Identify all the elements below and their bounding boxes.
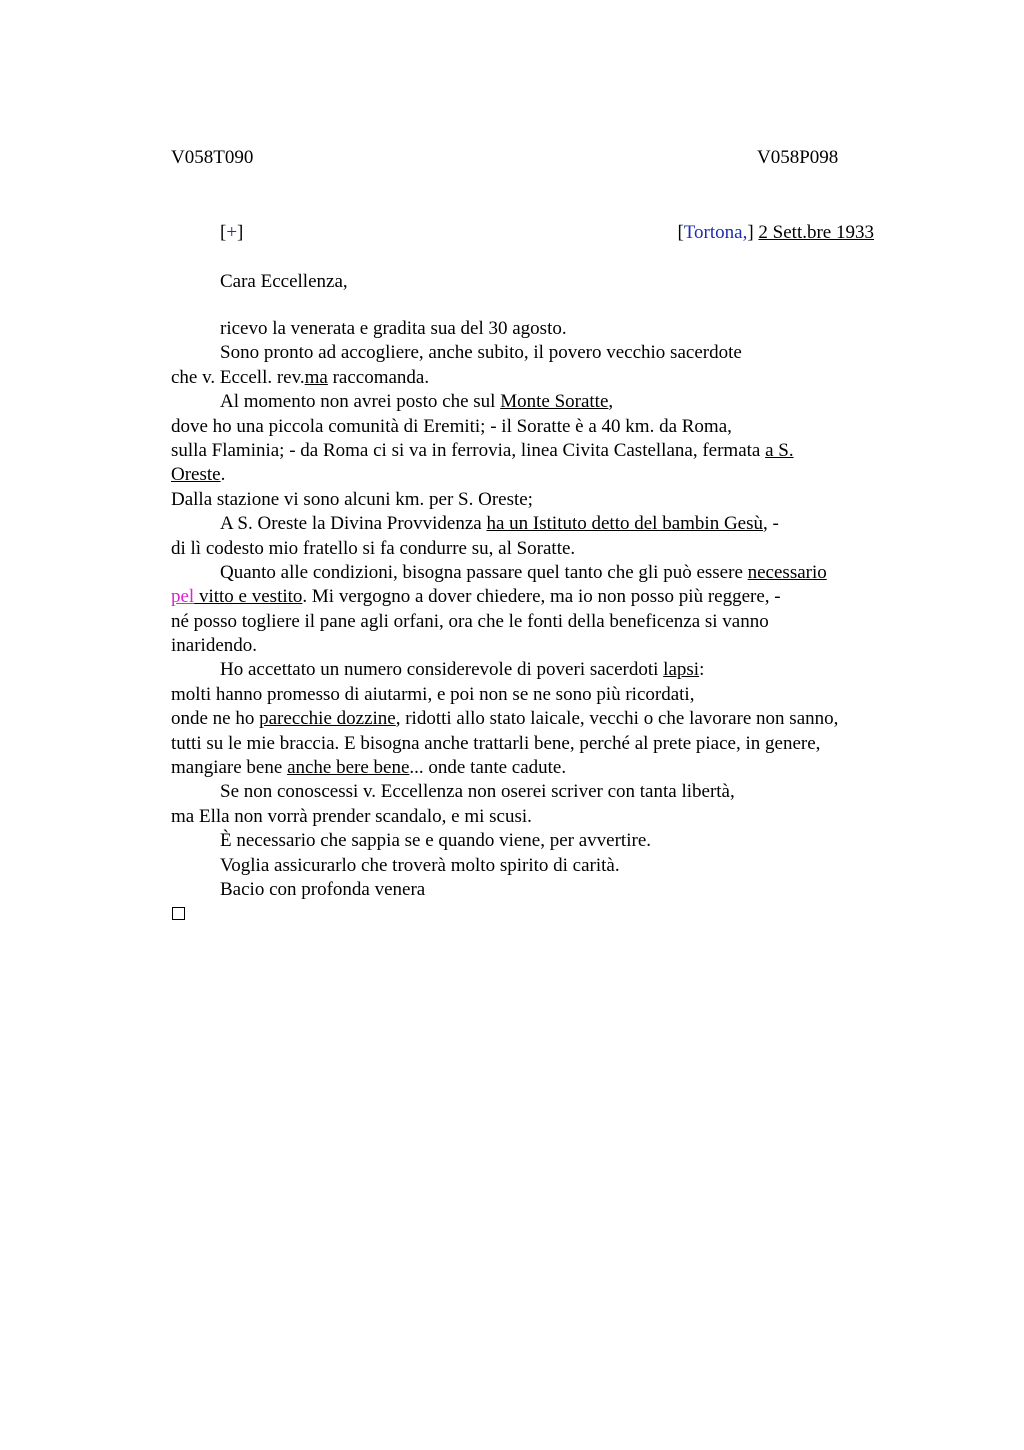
- body-line: [171, 341, 911, 365]
- body-line: [171, 756, 911, 780]
- mark-open-bracket: [: [220, 222, 227, 243]
- line-text: ricevo la venerata e gradita sua del 30 agosto.: [220, 318, 567, 339]
- line-text: ma Ella non vorrà prender scandalo, e mi scusi.: [171, 805, 532, 827]
- underlined-text: Oreste: [171, 464, 221, 486]
- underlined-text: anche bere bene: [287, 757, 410, 779]
- letter-body: [171, 317, 911, 902]
- line-text: né posso togliere il pane agli orfani, ora che le fonti della beneficenza si vanno: [171, 610, 769, 632]
- line-text: , ridotti allo stato laicale, vecchi o che lavorare non sanno,: [395, 708, 839, 730]
- line-text: Voglia assicurarlo che troverà molto spirito di carità.: [220, 854, 620, 876]
- underlined-text: parecchie dozzine: [259, 708, 396, 730]
- body-line: [171, 390, 911, 414]
- body-line: [171, 610, 911, 634]
- line-text: .: [220, 464, 226, 486]
- document-code-left: V058T090: [171, 147, 254, 168]
- line-text: , -: [763, 513, 779, 535]
- place-close-bracket: ]: [747, 222, 754, 243]
- line-text: Al momento non avrei posto che sul: [220, 391, 501, 413]
- line-text: . Mi vergogno a dover chiedere, ma io non posso più reggere, -: [302, 586, 781, 608]
- line-text: ,: [608, 391, 614, 413]
- body-line: [171, 488, 911, 512]
- body-line: [171, 439, 911, 463]
- body-line: [171, 707, 911, 731]
- underlined-text: ha un Istituto detto del bambin Gesù: [486, 513, 763, 535]
- body-line: [171, 683, 911, 707]
- body-line: [171, 366, 911, 390]
- line-text: Se non conoscessi v. Eccellenza non oserei scriver con tanta libertà,: [220, 781, 735, 803]
- editorial-mark: [220, 221, 243, 245]
- line-text: che v. Eccell. rev.: [171, 366, 305, 388]
- plus-mark: +: [226, 222, 238, 243]
- line-text: inaridendo.: [171, 635, 258, 657]
- body-line: [171, 829, 911, 853]
- line-text: onde ne ho: [171, 708, 260, 730]
- salutation: Cara Eccellenza,: [220, 271, 348, 292]
- body-line: [171, 634, 911, 658]
- line-text: raccomanda.: [327, 366, 430, 388]
- line-text: di lì codesto mio fratello si fa condurre su, al Soratte.: [171, 537, 576, 559]
- body-line: [171, 317, 911, 341]
- underlined-text: vitto e vestito: [194, 586, 303, 608]
- body-line: [171, 585, 911, 609]
- underlined-text: Monte Soratte: [500, 391, 609, 413]
- body-line: [171, 805, 911, 829]
- body-line: [171, 415, 911, 439]
- body-line: [171, 780, 911, 804]
- line-text: tutti su le mie braccia. E bisogna anche trattarli bene, perché al prete piace, in genere,: [171, 732, 821, 754]
- line-text: :: [699, 659, 705, 681]
- underlined-text: necessario: [747, 561, 827, 583]
- underlined-text: ma: [304, 366, 328, 388]
- underlined-text: a S.: [765, 439, 794, 461]
- letter-date: 2 Sett.bre 1933: [758, 222, 874, 243]
- mark-close-bracket: ]: [237, 222, 244, 243]
- line-text: molti hanno promesso di aiutarmi, e poi non se ne sono più ricordati,: [171, 683, 695, 705]
- body-line: [171, 561, 911, 585]
- line-text: Sono pronto ad accogliere, anche subito, il povero vecchio sacerdote: [220, 342, 742, 364]
- body-line: [171, 878, 911, 902]
- body-line: [171, 854, 911, 878]
- line-text: A S. Oreste la Divina Provvidenza: [220, 513, 487, 535]
- underlined-text: pel: [171, 586, 195, 608]
- line-text: Ho accettato un numero considerevole di poveri sacerdoti: [220, 659, 664, 681]
- line-text: dove ho una piccola comunità di Eremiti; - il Soratte è a 40 km. da Roma,: [171, 415, 732, 437]
- place-name: Tortona,: [683, 222, 748, 243]
- line-text: Quanto alle condizioni, bisogna passare quel tanto che gli può essere: [220, 561, 748, 583]
- line-text: È necessario che sappia se e quando viene, per avvertire.: [220, 830, 651, 852]
- body-line: [171, 463, 911, 487]
- body-line: [171, 537, 911, 561]
- line-text: mangiare bene: [171, 757, 288, 779]
- place-date-line: [677, 221, 874, 245]
- end-marker-box: [172, 907, 185, 920]
- place-open-bracket: [: [677, 222, 684, 243]
- line-text: Dalla stazione vi sono alcuni km. per S. Oreste;: [171, 488, 533, 510]
- line-text: Bacio con profonda venera: [220, 878, 426, 900]
- line-text: ... onde tante cadute.: [409, 757, 567, 779]
- line-text: sulla Flaminia; - da Roma ci si va in ferrovia, linea Civita Castellana, fermata: [171, 439, 766, 461]
- body-line: [171, 658, 911, 682]
- document-code-right: V058P098: [757, 147, 839, 168]
- body-line: [171, 732, 911, 756]
- underlined-text: lapsi: [663, 659, 700, 681]
- body-line: [171, 512, 911, 536]
